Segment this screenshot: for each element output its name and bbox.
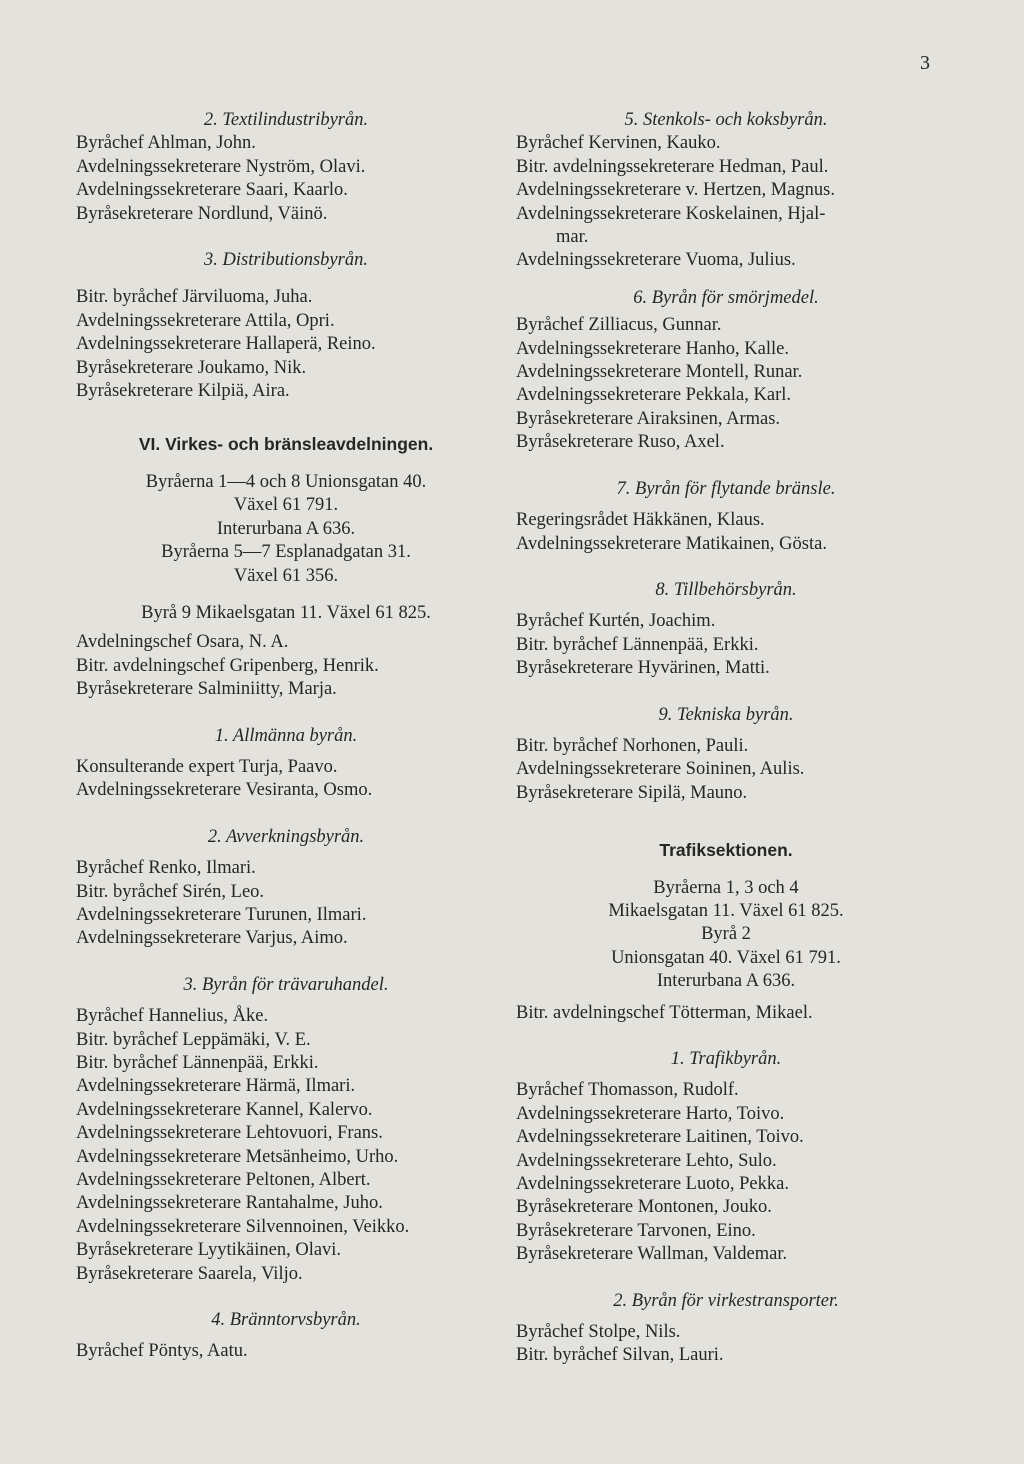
department-heading: VI. Virkes- och bränsleavdelningen. <box>138 434 434 455</box>
page-number: 3 <box>920 52 930 74</box>
section-list <box>516 1321 936 1368</box>
staff-line: Avdelningssekreterare Kannel, Kalervo. <box>76 1099 373 1120</box>
address-line: Interurbana A 636. <box>656 971 796 992</box>
staff-line: Avdelningssekreterare Laitinen, Toivo. <box>516 1127 804 1148</box>
staff-line: Bitr. byråchef Norhonen, Pauli. <box>516 735 749 756</box>
left-column <box>76 109 496 1364</box>
staff-line: Avdelningssekreterare Saari, Kaarlo. <box>76 180 348 201</box>
section-heading: 8. Tillbehörsbyrån. <box>655 579 797 600</box>
address-line: Växel 61 791. <box>233 495 339 516</box>
section-heading: 2. Avverkningsbyrån. <box>207 826 365 847</box>
staff-line: Byråsekreterare Nordlund, Väinö. <box>76 203 328 224</box>
staff-line: Bitr. byråchef Leppämäki, V. E. <box>76 1029 311 1050</box>
section-list <box>76 286 496 403</box>
staff-line: Byråsekreterare Tarvonen, Eino. <box>516 1220 756 1241</box>
staff-line: Avdelningssekreterare Soininen, Aulis. <box>516 759 805 780</box>
staff-line: Avdelningssekreterare Nyström, Olavi. <box>76 156 366 177</box>
staff-line: Avdelningschef Osara, N. A. <box>76 632 289 653</box>
staff-line: Bitr. byråchef Lännenpää, Erkki. <box>516 634 759 655</box>
staff-line: Bitr. byråchef Lännenpää, Erkki. <box>76 1053 319 1073</box>
staff-line: Avdelningssekreterare Pekkala, Karl. <box>516 385 791 406</box>
section-heading: 3. Byrån för trävaruhandel. <box>183 974 389 995</box>
staff-line: Avdelningssekreterare Lehtovuori, Frans. <box>76 1123 383 1144</box>
staff-line: Avdelningssekreterare Lehto, Sulo. <box>516 1150 777 1171</box>
staff-line: Avdelningssekreterare Harto, Toivo. <box>516 1103 785 1124</box>
staff-line: Byråchef Stolpe, Nils. <box>516 1322 681 1343</box>
staff-line: Bitr. byråchef Järviluoma, Juha. <box>76 287 313 308</box>
staff-line: Byråchef Ahlman, John. <box>76 133 256 154</box>
section-heading: 1. Trafikbyrån. <box>670 1049 782 1069</box>
section-list <box>76 1005 496 1286</box>
staff-line: Byråchef Kurtén, Joachim. <box>516 611 716 632</box>
section-main-heading: Trafiksektionen. <box>659 840 793 861</box>
address-line: Byråerna 1, 3 och 4 <box>653 877 799 898</box>
staff-line: Byråsekreterare Joukamo, Nik. <box>76 357 307 378</box>
section-heading: 6. Byrån för smörjmedel. <box>633 287 819 308</box>
section-list <box>76 1340 496 1363</box>
staff-line: Byråchef Zilliacus, Gunnar. <box>516 315 722 336</box>
staff-line: Avdelningssekreterare Vuoma, Julius. <box>516 250 796 271</box>
section-list <box>516 735 936 805</box>
staff-line: Byråchef Thomasson, Rudolf. <box>516 1080 739 1101</box>
staff-line: Byråsekreterare Kilpiä, Aira. <box>76 381 290 402</box>
address-line: Byråerna 5—7 Esplanadgatan 31. <box>161 542 411 563</box>
staff-line: Byråsekreterare Ruso, Axel. <box>516 432 725 453</box>
address-line: Byrå 2 <box>701 924 751 945</box>
section-list <box>76 631 496 701</box>
section-heading: 1. Allmänna byrån. <box>214 725 358 746</box>
staff-line: Byråsekreterare Hyvärinen, Matti. <box>516 658 770 679</box>
staff-line: Avdelningssekreterare Turunen, Ilmari. <box>76 904 367 925</box>
staff-line: Byråchef Hannelius, Åke. <box>76 1006 269 1027</box>
address-block <box>516 877 936 994</box>
staff-line: Avdelningssekreterare Attila, Opri. <box>76 310 335 331</box>
section-heading: 2. Byrån för virkestransporter. <box>613 1290 839 1311</box>
staff-line: Byråsekreterare Sipilä, Mauno. <box>516 782 748 803</box>
section-heading: 2. Textilindustribyrån. <box>203 110 369 130</box>
staff-line: Avdelningssekreterare Matikainen, Gösta. <box>516 533 827 554</box>
staff-line: Byråsekreterare Lyytikäinen, Olavi. <box>76 1240 342 1261</box>
staff-line: Bitr. avdelningssekreterare Hedman, Paul. <box>516 156 829 177</box>
staff-line: Avdelningssekreterare Varjus, Aimo. <box>76 928 348 949</box>
right-column <box>516 109 936 1368</box>
staff-line: Avdelningssekreterare v. Hertzen, Magnus. <box>516 180 836 201</box>
staff-line: Bitr. byråchef Silvan, Lauri. <box>516 1345 724 1366</box>
section-heading: 9. Tekniska byrån. <box>658 704 794 725</box>
staff-line: Avdelningssekreterare Rantahalme, Juho. <box>76 1193 383 1214</box>
section-heading: 4. Bränntorvsbyrån. <box>211 1310 361 1331</box>
section-list <box>76 756 496 803</box>
staff-line: Avdelningssekreterare Metsänheimo, Urho. <box>76 1146 399 1167</box>
section-list <box>516 610 936 680</box>
staff-line: Byråsekreterare Wallman, Valdemar. <box>516 1244 788 1265</box>
staff-line: Avdelningssekreterare Silvennoinen, Veikko. <box>76 1216 410 1237</box>
section-heading: 3. Distributionsbyrån. <box>204 250 368 271</box>
section-list <box>516 314 936 454</box>
staff-line: Avdelningssekreterare Hallaperä, Reino. <box>76 334 376 355</box>
staff-line: Byråchef Renko, Ilmari. <box>76 858 256 879</box>
section-list <box>516 509 936 556</box>
staff-line: Bitr. avdelningschef Tötterman, Mikael. <box>516 1002 813 1023</box>
staff-line: Byråchef Pöntys, Aatu. <box>76 1341 248 1362</box>
address-line: Interurbana A 636. <box>216 518 356 539</box>
staff-line: Byråsekreterare Montonen, Jouko. <box>516 1197 772 1218</box>
section-list <box>76 132 496 226</box>
staff-line: Byråsekreterare Airaksinen, Armas. <box>516 408 781 429</box>
address-line: Byrå 9 Mikaelsgatan 11. Växel 61 825. <box>141 602 431 623</box>
staff-line: Avdelningssekreterare Hanho, Kalle. <box>516 338 789 359</box>
section-list <box>516 132 936 272</box>
staff-line: Bitr. avdelningschef Gripenberg, Henrik. <box>76 655 379 676</box>
staff-line: Byråsekreterare Saarela, Viljo. <box>76 1263 303 1284</box>
section-heading: 7. Byrån för flytande bränsle. <box>616 478 836 499</box>
address-line: Mikaelsgatan 11. Växel 61 825. <box>608 900 844 921</box>
address-line: Växel 61 356. <box>233 565 339 586</box>
staff-line: Avdelningssekreterare Peltonen, Albert. <box>76 1170 371 1191</box>
staff-line: Avdelningssekreterare Härmä, Ilmari. <box>76 1076 356 1097</box>
staff-line: Byråchef Kervinen, Kauko. <box>516 133 721 154</box>
staff-line: Avdelningssekreterare Luoto, Pekka. <box>516 1174 789 1195</box>
address-block <box>76 471 496 588</box>
staff-line: Avdelningssekreterare Koskelainen, Hjal- <box>516 203 826 224</box>
staff-line: Byråsekreterare Salminiitty, Marja. <box>76 679 337 700</box>
staff-line: Regeringsrådet Häkkänen, Klaus. <box>516 510 765 531</box>
staff-line: Konsulterande expert Turja, Paavo. <box>76 756 338 777</box>
section-heading: 5. Stenkols- och koksbyrån. <box>624 110 828 130</box>
address-line: Byråerna 1—4 och 8 Unionsgatan 40. <box>145 471 427 492</box>
staff-line: Avdelningssekreterare Vesiranta, Osmo. <box>76 780 373 801</box>
staff-line: Bitr. byråchef Sirén, Leo. <box>76 881 265 902</box>
address-line: Unionsgatan 40. Växel 61 791. <box>611 947 841 968</box>
staff-line: mar. <box>556 227 589 248</box>
staff-line: Avdelningssekreterare Montell, Runar. <box>516 362 803 383</box>
section-list <box>516 1079 936 1266</box>
section-list <box>76 857 496 951</box>
